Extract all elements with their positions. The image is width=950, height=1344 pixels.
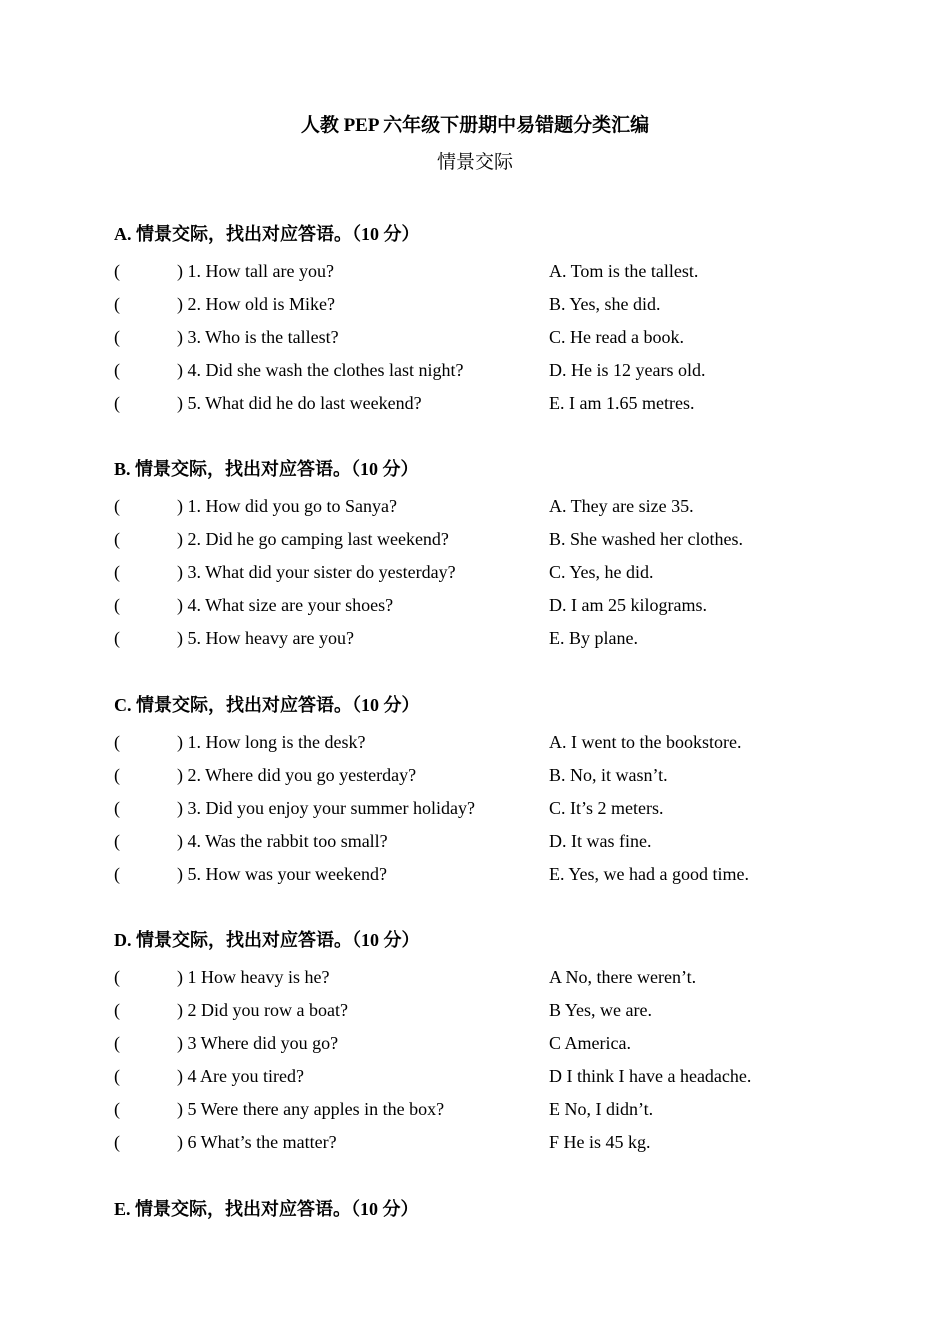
answer-option: C America. [549, 1033, 631, 1053]
answer-blank[interactable]: ( [114, 360, 120, 380]
question-text: ) 2. How old is Mike? [177, 294, 335, 314]
question-text: ) 1 How heavy is he? [177, 967, 330, 987]
answer-option: D. He is 12 years old. [549, 360, 706, 380]
question-row [114, 523, 834, 556]
answer-option: E. I am 1.65 metres. [549, 393, 695, 413]
section-c [114, 692, 834, 891]
question-text: ) 4. What size are your shoes? [177, 595, 394, 615]
section-heading: D. 情景交际，找出对应答语。（10 分） [114, 930, 420, 950]
answer-blank[interactable]: ( [114, 393, 120, 413]
question-text: ) 3. Who is the tallest? [177, 327, 339, 347]
answer-option: B. No, it wasn’t. [549, 765, 668, 785]
answer-blank[interactable]: ( [114, 562, 120, 582]
section-heading: C. 情景交际，找出对应答语。（10 分） [114, 695, 420, 715]
question-text: ) 3. Did you enjoy your summer holiday? [177, 798, 475, 818]
answer-blank[interactable]: ( [114, 496, 120, 516]
answer-blank[interactable]: ( [114, 261, 120, 281]
answer-blank[interactable]: ( [114, 1132, 120, 1152]
answer-blank[interactable]: ( [114, 628, 120, 648]
answer-blank[interactable]: ( [114, 529, 120, 549]
question-row [114, 792, 834, 825]
answer-option: A. Tom is the tallest. [549, 261, 699, 281]
question-row [114, 994, 834, 1027]
section-heading: A. 情景交际，找出对应答语。（10 分） [114, 224, 420, 244]
question-row [114, 858, 834, 891]
question-row [114, 622, 834, 655]
answer-option: A. I went to the bookstore. [549, 732, 742, 752]
section-d [114, 927, 834, 1159]
section-b [114, 456, 834, 655]
answer-blank[interactable]: ( [114, 1000, 120, 1020]
question-text: ) 4. Did she wash the clothes last night? [177, 360, 464, 380]
answer-blank[interactable]: ( [114, 294, 120, 314]
section-a [114, 221, 834, 420]
question-text: ) 4 Are you tired? [177, 1066, 304, 1086]
answer-option: D. I am 25 kilograms. [549, 595, 707, 615]
question-text: ) 2. Did he go camping last weekend? [177, 529, 449, 549]
answer-option: D. It was fine. [549, 831, 652, 851]
question-text: ) 5. What did he do last weekend? [177, 393, 422, 413]
question-text: ) 2. Where did you go yesterday? [177, 765, 417, 785]
question-text: ) 1. How did you go to Sanya? [177, 496, 397, 516]
page-title: 人教 PEP 六年级下册期中易错题分类汇编 [300, 115, 650, 136]
answer-option: C. Yes, he did. [549, 562, 654, 582]
answer-blank[interactable]: ( [114, 864, 120, 884]
question-row [114, 387, 834, 420]
answer-blank[interactable]: ( [114, 327, 120, 347]
question-row [114, 726, 834, 759]
answer-blank[interactable]: ( [114, 1066, 120, 1086]
answer-option: C. He read a book. [549, 327, 684, 347]
question-text: ) 5 Were there any apples in the box? [177, 1099, 445, 1119]
question-text: ) 5. How heavy are you? [177, 628, 354, 648]
question-text: ) 3 Where did you go? [177, 1033, 339, 1053]
answer-blank[interactable]: ( [114, 1033, 120, 1053]
question-row [114, 321, 834, 354]
question-row [114, 490, 834, 523]
section-e [114, 1196, 834, 1230]
answer-blank[interactable]: ( [114, 595, 120, 615]
question-row [114, 556, 834, 589]
answer-option: C. It’s 2 meters. [549, 798, 664, 818]
answer-option: B. She washed her clothes. [549, 529, 743, 549]
question-row [114, 1093, 834, 1126]
question-text: ) 4. Was the rabbit too small? [177, 831, 388, 851]
answer-option: B. Yes, she did. [549, 294, 661, 314]
answer-option: E No, I didn’t. [549, 1099, 654, 1119]
question-row [114, 1126, 834, 1159]
answer-option: B Yes, we are. [549, 1000, 652, 1020]
question-row [114, 255, 834, 288]
question-text: ) 1. How tall are you? [177, 261, 334, 281]
answer-option: A No, there weren’t. [549, 967, 697, 987]
question-row [114, 354, 834, 387]
page-subtitle: 情景交际 [436, 152, 513, 173]
question-row [114, 825, 834, 858]
answer-blank[interactable]: ( [114, 1099, 120, 1119]
answer-option: E. Yes, we had a good time. [549, 864, 749, 884]
question-text: ) 6 What’s the matter? [177, 1132, 337, 1152]
answer-blank[interactable]: ( [114, 831, 120, 851]
question-text: ) 3. What did your sister do yesterday? [177, 562, 456, 582]
question-row [114, 288, 834, 321]
section-heading: B. 情景交际，找出对应答语。（10 分） [114, 459, 419, 479]
answer-blank[interactable]: ( [114, 765, 120, 785]
answer-option: F He is 45 kg. [549, 1132, 651, 1152]
question-text: ) 5. How was your weekend? [177, 864, 387, 884]
answer-blank[interactable]: ( [114, 967, 120, 987]
answer-blank[interactable]: ( [114, 798, 120, 818]
question-row [114, 759, 834, 792]
answer-option: D I think I have a headache. [549, 1066, 752, 1086]
question-row [114, 589, 834, 622]
answer-blank[interactable]: ( [114, 732, 120, 752]
question-row [114, 961, 834, 994]
answer-option: A. They are size 35. [549, 496, 694, 516]
question-row [114, 1060, 834, 1093]
question-row [114, 1027, 834, 1060]
question-text: ) 1. How long is the desk? [177, 732, 366, 752]
section-heading: E. 情景交际，找出对应答语。（10 分） [114, 1199, 419, 1219]
question-text: ) 2 Did you row a boat? [177, 1000, 348, 1020]
answer-option: E. By plane. [549, 628, 638, 648]
